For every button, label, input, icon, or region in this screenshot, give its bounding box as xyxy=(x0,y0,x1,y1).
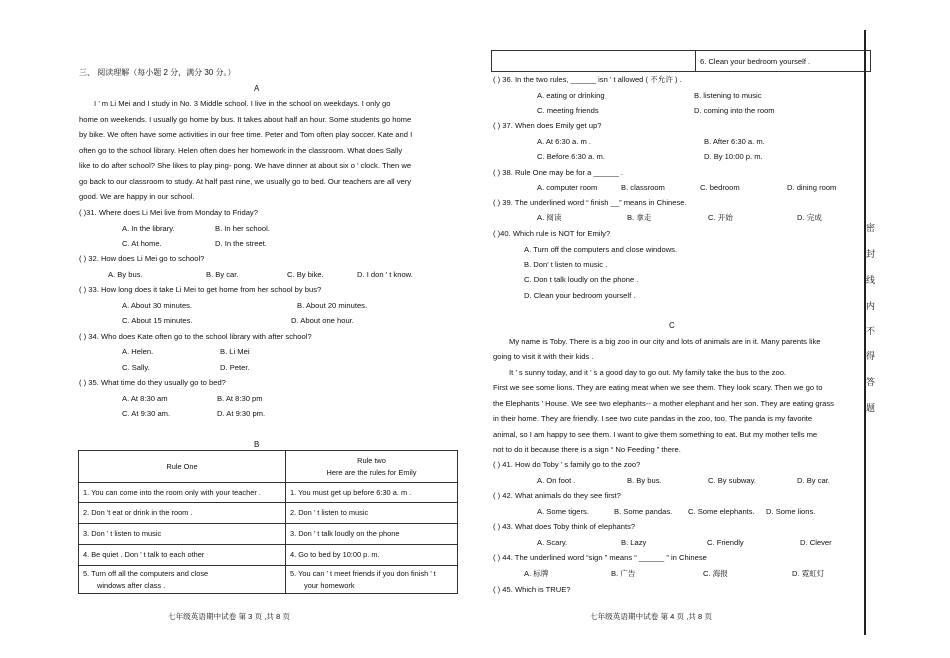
question-stem: ( )31. Where does Li Mei live from Monday to Friday? xyxy=(79,208,258,217)
option: C. By bike. xyxy=(287,270,324,279)
option: C. Friendly xyxy=(707,538,744,547)
rule-one-cell xyxy=(79,566,286,594)
question-stem: ( ) 39. The underlined word “ finish __” means in Chinese. xyxy=(493,198,687,207)
passage-a-line: home on weekends. I usually go home by bus. It takes about half an hour. Some students go home xyxy=(79,115,412,124)
option: A. In the library. xyxy=(122,224,175,233)
passage-c-line: First we see some lions. They are eating meat when we see them. They look scary. Then we go to xyxy=(493,383,823,392)
option: C. Before 6:30 a. m. xyxy=(537,152,605,161)
option: D. About one hour. xyxy=(291,316,354,325)
option: A. eating or drinking xyxy=(537,91,605,100)
option: B. Lazy xyxy=(621,538,647,547)
option: B. In her school. xyxy=(215,224,270,233)
margin-char: 不 xyxy=(866,326,876,336)
option: B. By bus. xyxy=(627,476,662,485)
option: B. classroom xyxy=(621,183,665,192)
option: A. Helen. xyxy=(122,347,154,356)
option: A. Scary. xyxy=(537,538,568,547)
option: D. Peter. xyxy=(220,363,250,372)
passage-c-label: C xyxy=(669,321,675,330)
option: B. 广告 xyxy=(611,569,636,578)
margin-char: 密 xyxy=(866,223,876,233)
rule-one-cell: 4. Be quiet . Don ’ t talk to each other xyxy=(79,545,286,566)
passage-a-line: by bike. We often have some activities in our free time. Peter and Tom often play soccer. Kate and I xyxy=(79,130,413,139)
option: C. meeting friends xyxy=(537,106,599,115)
rule-one-header: Rule One xyxy=(79,451,286,483)
section-title: 三、 阅读理解（每小题 2 分，满分 30 分。） xyxy=(79,68,236,77)
rule-two-header xyxy=(286,451,458,483)
question-stem: ( ) 36. In the two rules, ______ isn ’ t allowed ( 不允许 ) . xyxy=(493,75,682,84)
option: D. coming into the room xyxy=(694,106,775,115)
question-stem: ( ) 43. What does Toby think of elephants? xyxy=(493,522,636,531)
option: C. 海报 xyxy=(703,569,728,578)
question-stem: ( ) 37. When does Emily get up? xyxy=(493,121,602,130)
option: A. On foot . xyxy=(537,476,576,485)
option: C. By subway. xyxy=(708,476,756,485)
passage-a-line: go back to our classroom to study. At half past nine, we usually go to bed. Our teachers are all very xyxy=(79,177,412,186)
option: D. 霓虹灯 xyxy=(792,569,825,578)
question-stem: ( ) 41. How do Toby ’ s family go to the zoo? xyxy=(493,460,641,469)
option: D. Clever xyxy=(800,538,832,547)
rule-one-cell: 1. You can come into the room only with your teacher . xyxy=(79,483,286,503)
option: B. About 20 minutes. xyxy=(297,301,368,310)
question-stem: ( ) 34. Who does Kate often go to the school library with after school? xyxy=(79,332,312,341)
passage-c-line: animal, so I am happy to see them. I want to give them something to eat. But my mother tells me xyxy=(493,430,818,439)
option: C. Some elephants. xyxy=(688,507,755,516)
option: D. At 9:30 pm. xyxy=(217,409,266,418)
option: A. computer room xyxy=(537,183,598,192)
table-divider xyxy=(695,51,696,71)
question-stem: ( ) 42. What animals do they see first? xyxy=(493,491,621,500)
passage-a-line: like to do after school? She likes to play ping- pong. We have dinner at about six o ’ clock. Then we xyxy=(79,161,412,170)
passage-c-line: going to visit it with their kids . xyxy=(493,352,594,361)
option: B. Some pandas. xyxy=(614,507,673,516)
rule-two-subtitle: Here are the rules for Emily xyxy=(326,467,417,477)
passage-c-line: not to do it because there is a sign “ No Feeding ” there. xyxy=(493,445,681,454)
option: D. Clean your bedroom yourself . xyxy=(524,291,636,300)
passage-a-label: A xyxy=(254,84,260,93)
question-stem: ( ) 35. What time do they usually go to bed? xyxy=(79,378,226,387)
option: D. 完成 xyxy=(797,213,822,222)
option: B. After 6:30 a. m. xyxy=(704,137,765,146)
option: C. At home. xyxy=(122,239,162,248)
option: D. I don ’ t know. xyxy=(357,270,413,279)
passage-c-line: My name is Toby. There is a big zoo in our city and lots of animals are in it. Many parents like xyxy=(509,337,821,346)
option: C. bedroom xyxy=(700,183,740,192)
rule-two-cell: 3. Don ’ t talk loudly on the phone xyxy=(286,524,458,545)
right-page-footer: 七年级英语期中试卷 第 4 页 ,共 8 页 xyxy=(590,612,712,621)
option: C. Sally. xyxy=(122,363,150,372)
option: C. 开始 xyxy=(708,213,733,222)
option: A. At 8:30 am xyxy=(122,394,168,403)
passage-b-label: B xyxy=(254,440,260,449)
rule-two-line: 5. You can ’ t meet friends if you don finish ’ t xyxy=(290,569,436,579)
option: A. 阅读 xyxy=(537,213,562,222)
option: D. By car. xyxy=(797,476,830,485)
passage-a-line: good. We are happy in our school. xyxy=(79,192,195,201)
rule-two-cell xyxy=(286,566,458,594)
option: A. 标牌 xyxy=(524,569,549,578)
rule-one-line: 5. Turn off all the computers and close xyxy=(83,569,209,579)
option: C. Don t talk loudly on the phone . xyxy=(524,275,639,284)
option: B. Don' t listen to music . xyxy=(524,260,608,269)
rule-one-line: windows after class . xyxy=(97,580,166,590)
margin-char: 线 xyxy=(866,275,876,285)
option: C. At 9:30 am. xyxy=(122,409,171,418)
passage-c-line: in their home. They are friendly. I see two cute pandas in the zoo, too. The panda is my favorite xyxy=(493,414,813,423)
passage-a-line: often go to the school library. Helen often does her homework in the classroom. What does Sally xyxy=(79,146,403,155)
passage-a-line: I ’ m Li Mei and I study in No. 3 Middle school. I live in the school on weekdays. I only go xyxy=(94,99,391,108)
option: D. Some lions. xyxy=(766,507,816,516)
rule-two-cell: 1. You must get up before 6:30 a. m . xyxy=(286,483,458,503)
rule-two-title: Rule two xyxy=(357,456,386,466)
option: A. Some tigers. xyxy=(537,507,589,516)
margin-char: 内 xyxy=(866,301,876,311)
question-stem: ( ) 33. How long does it take Li Mei to get home from her school by bus? xyxy=(79,285,322,294)
option: B. Li Mei xyxy=(220,347,250,356)
rule-one-cell: 3. Don ’ t listen to music xyxy=(79,524,286,545)
option: A. By bus. xyxy=(108,270,143,279)
question-stem: ( ) 44. The underlined word “sign ” means “ ______ ” in Chinese xyxy=(493,553,707,562)
rule-two-cell: 2. Don ’ t listen to music xyxy=(286,503,458,524)
option: B. listening to music xyxy=(694,91,762,100)
margin-char: 得 xyxy=(866,351,876,361)
passage-c-line: It ’ s sunny today, and it ’ s a good day to go out. My family take the bus to the zoo. xyxy=(509,368,787,377)
option: A. About 30 minutes. xyxy=(122,301,193,310)
rule-two-line: your homework xyxy=(304,580,355,590)
rule-one-cell: 2. Don 't eat or drink in the room . xyxy=(79,503,286,524)
margin-char: 封 xyxy=(866,249,876,259)
table-continued-row xyxy=(491,50,871,72)
option: D. By 10:00 p. m. xyxy=(704,152,763,161)
rule-two-cell: 6. Clean your bedroom yourself . xyxy=(700,57,811,66)
left-page-footer: 七年级英语期中试卷 第 3 页 ,共 8 页 xyxy=(168,612,290,621)
margin-char: 答 xyxy=(866,377,876,387)
option: A. Turn off the computers and close windows. xyxy=(524,245,678,254)
option: B. At 8:30 pm xyxy=(217,394,263,403)
option: A. At 6:30 a. m . xyxy=(537,137,592,146)
option: D. dining room xyxy=(787,183,837,192)
option: C. About 15 minutes. xyxy=(122,316,193,325)
question-stem: ( ) 38. Rule One may be for a ______ . xyxy=(493,168,624,177)
rules-table xyxy=(78,450,458,594)
option: B. 拿走 xyxy=(627,213,652,222)
question-stem: ( ) 45. Which is TRUE? xyxy=(493,585,571,594)
margin-char: 题 xyxy=(866,403,876,413)
rule-two-cell: 4. Go to bed by 10:00 p. m. xyxy=(286,545,458,566)
question-stem: ( )40. Which rule is NOT for Emily? xyxy=(493,229,611,238)
option: D. In the street. xyxy=(215,239,267,248)
question-stem: ( ) 32. How does Li Mei go to school? xyxy=(79,254,205,263)
passage-c-line: the Elephants ’ House. We see two elephants-- a mother elephant and her son. They are eating grass xyxy=(493,399,834,408)
option: B. By car. xyxy=(206,270,239,279)
